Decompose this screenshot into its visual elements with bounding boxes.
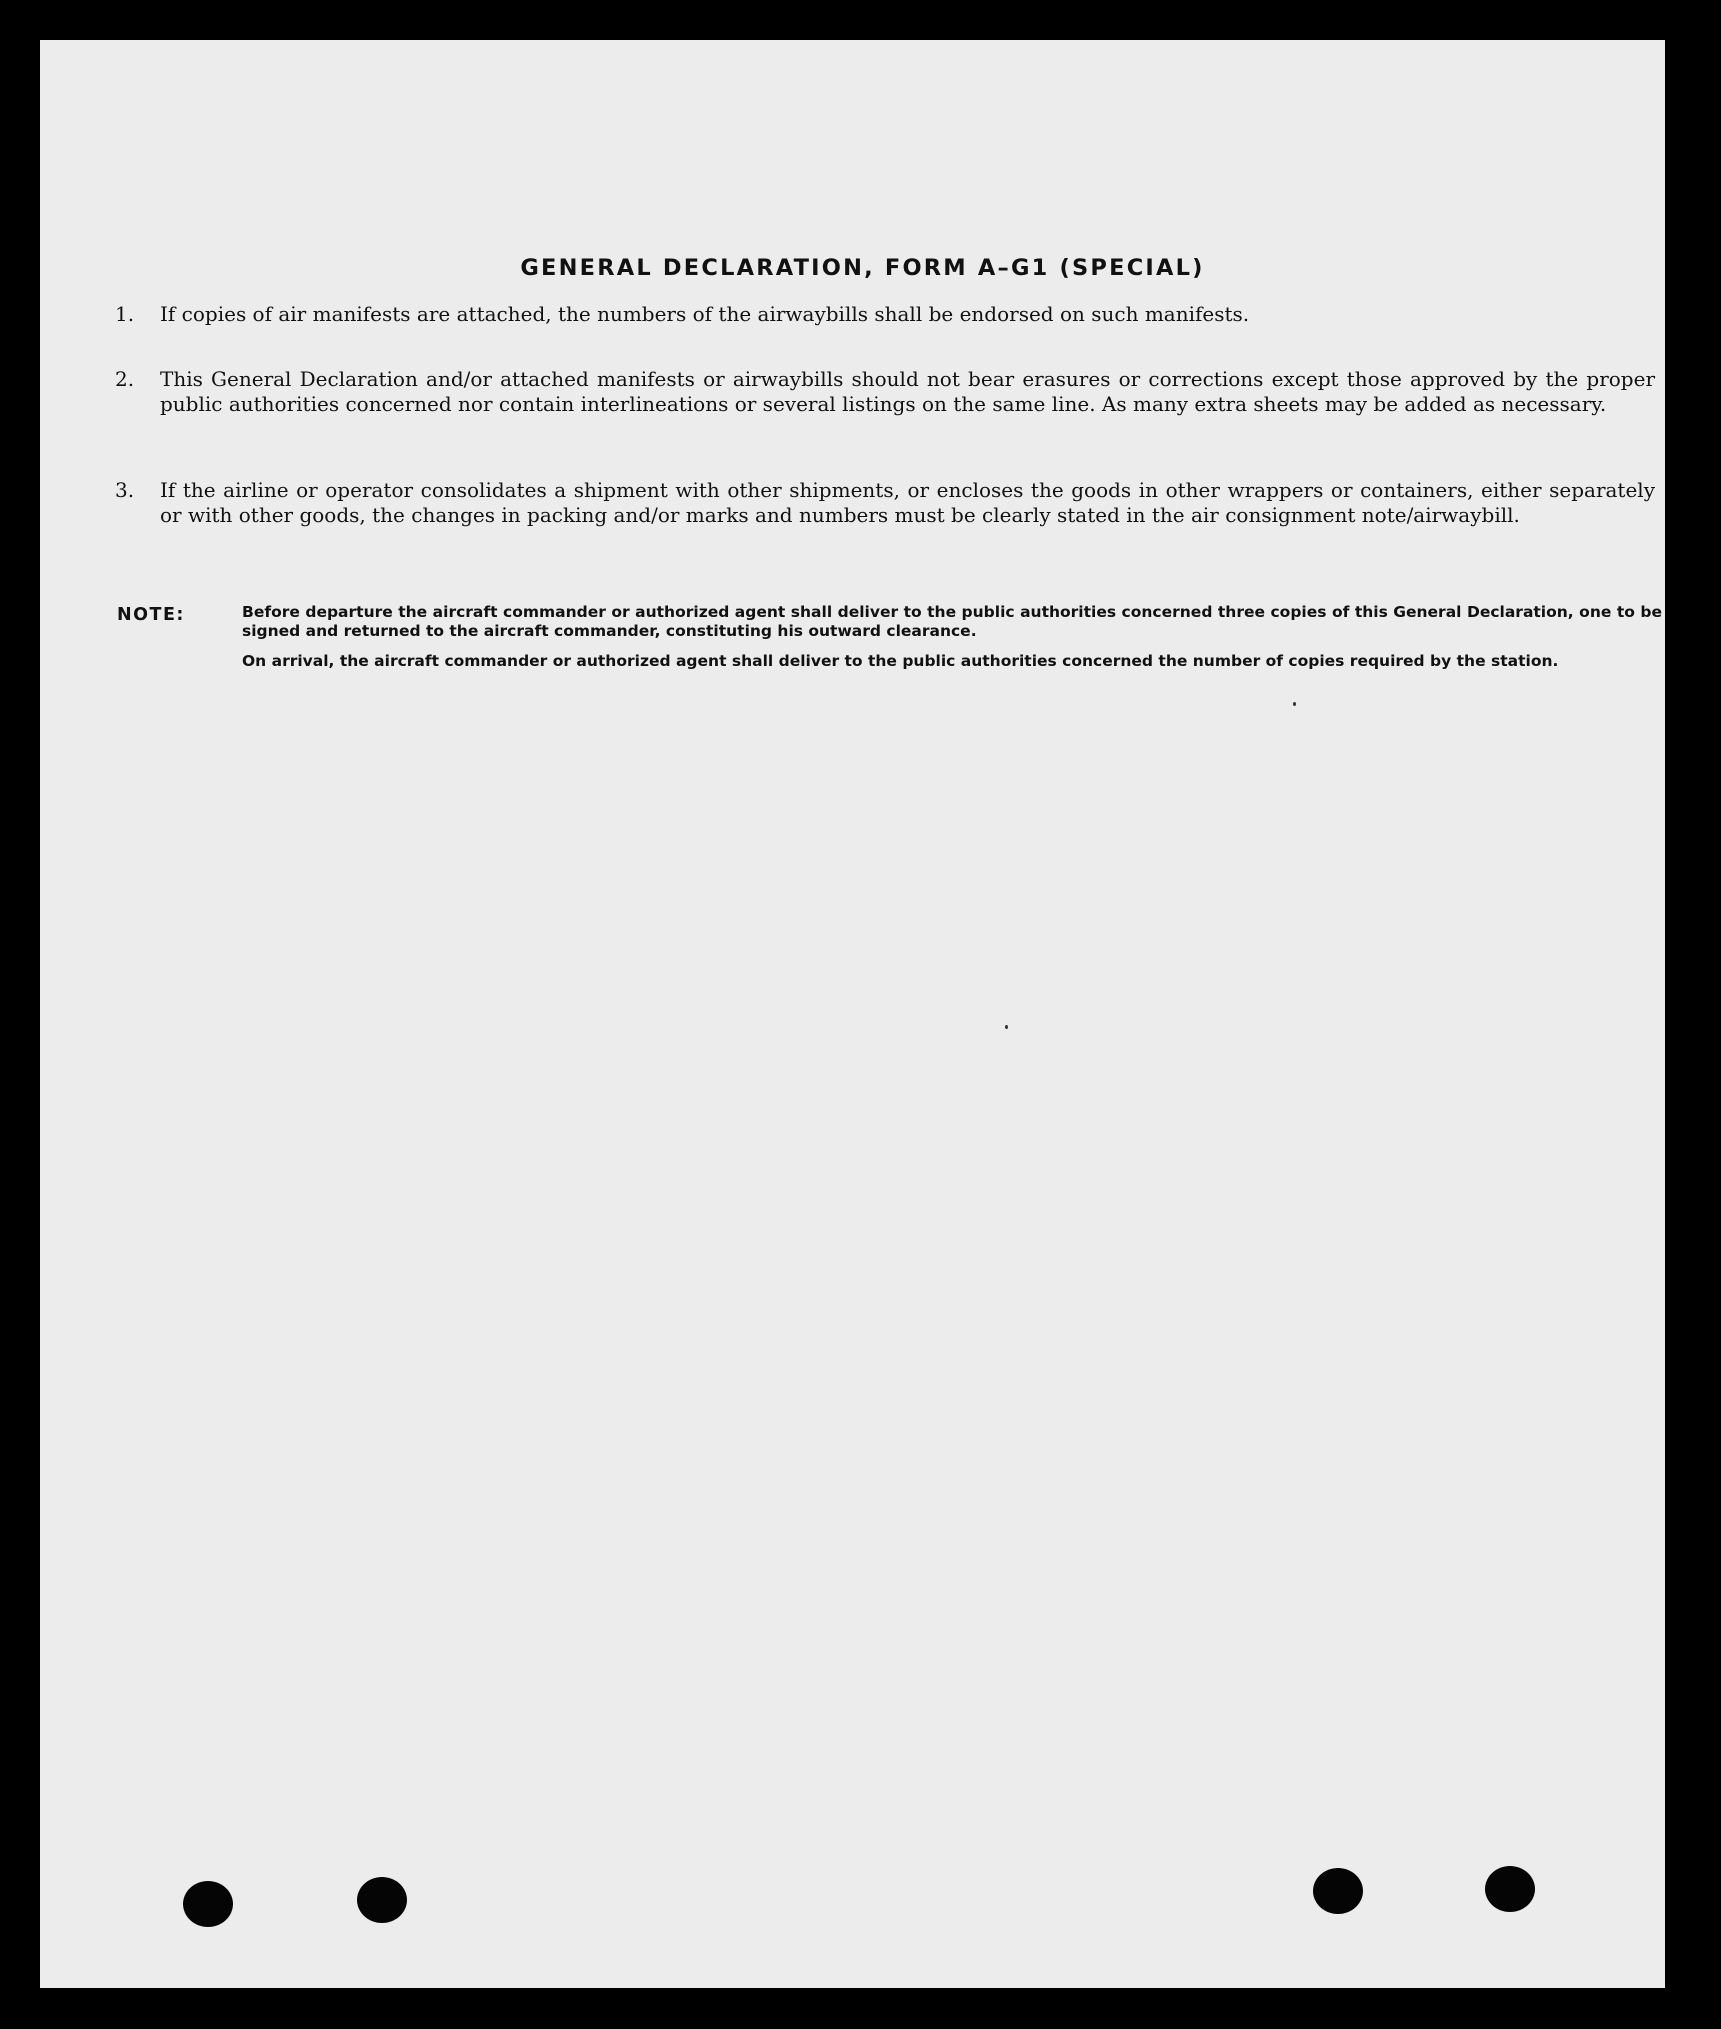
item-text: This General Declaration and/or attached manifests or airwaybills should not bear erasures or corrections except those approved by the proper public authorities concerned nor contain interlineations or several listings on the same line. As many extra sheets may be added as necessary. xyxy=(160,367,1655,416)
item-number: 1. xyxy=(115,302,135,326)
item-number: 2. xyxy=(115,367,135,391)
instruction-item-2 xyxy=(115,367,1655,447)
item-text: If copies of air manifests are attached, the numbers of the airwaybills shall be endorsed on such manifests. xyxy=(160,302,1250,326)
note-paragraph-departure: Before departure the aircraft commander or authorized agent shall deliver to the public authorities concerned three copies of this General Declaration, one to be signed and returned to the aircraft commander, constituting his outward clearance. xyxy=(242,603,1662,640)
item-number: 3. xyxy=(115,478,135,502)
punch-hole xyxy=(183,1881,233,1927)
item-text: If the airline or operator consolidates a shipment with other shipments, or encloses the goods in other wrappers or containers, either separately or with other goods, the changes in packing and/or marks and numbers must be clearly stated in the air consignment note/airwaybill. xyxy=(160,478,1655,527)
note-label: NOTE: xyxy=(117,605,185,625)
punch-hole xyxy=(357,1877,407,1923)
instruction-item-3 xyxy=(115,478,1655,558)
instruction-item-1 xyxy=(115,302,1655,332)
ink-speck xyxy=(1293,702,1296,706)
note-body xyxy=(242,603,1662,682)
document-page xyxy=(40,40,1665,1988)
ink-speck xyxy=(1005,1025,1008,1029)
punch-hole xyxy=(1313,1868,1363,1914)
note-paragraph-arrival: On arrival, the aircraft commander or authorized agent shall deliver to the public authorities concerned the number of copies required by the station. xyxy=(242,652,1559,670)
punch-hole xyxy=(1485,1866,1535,1912)
form-title: GENERAL DECLARATION, FORM A–G1 (SPECIAL) xyxy=(520,255,1205,281)
